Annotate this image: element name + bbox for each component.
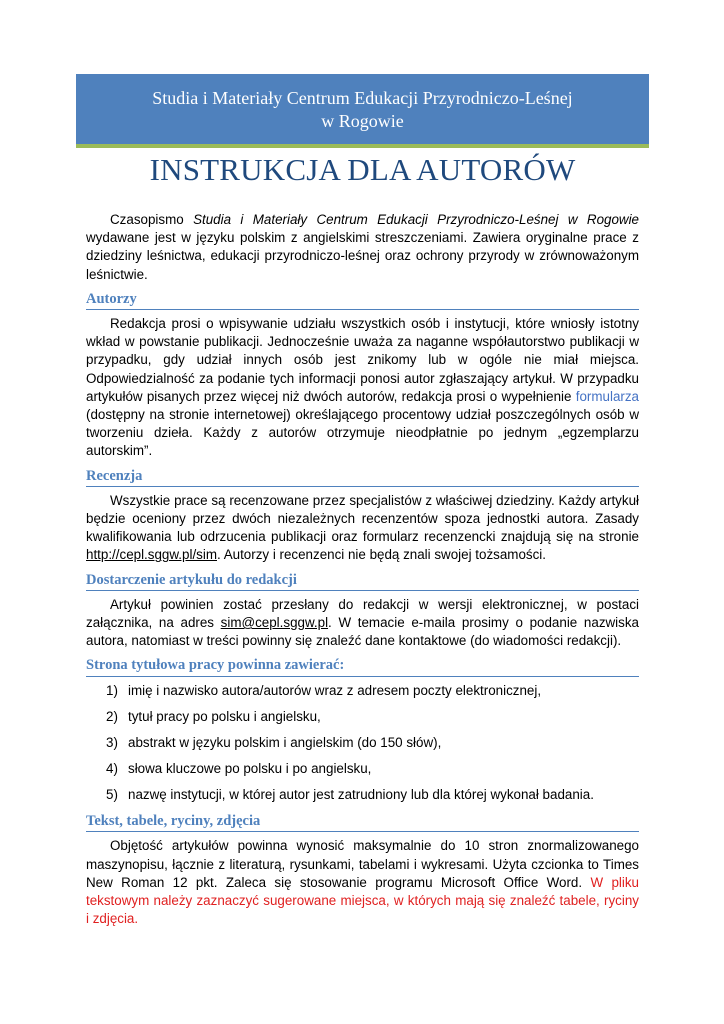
journal-banner — [76, 74, 649, 148]
intro-paragraph — [86, 211, 639, 284]
text-tables-text: Objętość artykułów powinna wynosić maksymalnie do 10 stron znormalizowanego maszynopisu, łącznie z literaturą, rysunkami, tabelami i wykresami. Użyta czcionka to Times New Roman 12 pkt. Zaleca się stosowanie programu Microsoft Office Word. — [86, 838, 639, 890]
document-content — [86, 211, 639, 928]
section-heading-delivery: Dostarczenie artykułu do redakcji — [86, 571, 639, 591]
review-paragraph — [86, 492, 639, 565]
list-item: 2) tytuł pracy po polsku i angielsku, — [106, 708, 321, 724]
list-item: 3) abstrakt w języku polskim i angielskim (do 150 słów), — [106, 734, 442, 750]
authors-text-end: (dostępny na stronie internetowej) określającego procentowy udział poszczególnych osób w tworzeniu dzieła. Każdy z autorów otrzymuje nieodpłatnie po jednym „egzemplarzu autorskim”. — [86, 407, 639, 459]
section-heading-review: Recenzja — [86, 467, 639, 487]
title-page-list — [86, 682, 639, 804]
website-link[interactable]: http://cepl.sggw.pl/sim — [86, 547, 217, 563]
delivery-text-start: Artykuł powinien zostać przesłany do redakcji w wersji elektronicznej, w postaci załącznika, na adres — [86, 596, 639, 631]
list-item: 4) słowa kluczowe po polsku i po angielsku, — [106, 760, 372, 776]
text-tables-paragraph — [86, 837, 639, 928]
list-item: 1) imię i nazwisko autora/autorów wraz z adresem poczty elektronicznej, — [106, 682, 542, 698]
banner-line-1: Studia i Materiały Centrum Edukacji Przyrodniczo-Leśnej — [152, 88, 573, 108]
email-link[interactable]: sim@cepl.sggw.pl — [220, 615, 329, 631]
delivery-text-end: . W temacie e-maila prosimy o podanie nazwiska autora, natomiast w treści powinny się znaleźć dane kontaktowe (do wiadomości redakcji). — [86, 615, 639, 649]
section-heading-title-page: Strona tytułowa pracy powinna zawierać: — [86, 656, 639, 676]
review-text-start: Wszystkie prace są recenzowane przez specjalistów z właściwej dziedziny. Każdy artykuł będzie oceniony przez dwóch niezależnych recenzentów spoza jednostki autora. Zasady kwalifikowania lub odrzucenia publikacji oraz formularz recenzencki znajdują się na stronie — [86, 492, 639, 545]
authors-paragraph — [86, 315, 639, 461]
section-heading-text-tables: Tekst, tabele, ryciny, zdjęcia — [86, 812, 639, 832]
intro-text-start: Czasopismo — [110, 212, 194, 227]
delivery-paragraph — [86, 596, 639, 651]
form-link[interactable]: formularza — [575, 388, 639, 404]
text-tables-red-note: W pliku tekstowym należy zaznaczyć sugerowane miejsca, w których mają się znaleźć tabele, ryciny i zdjęcia. — [86, 874, 640, 927]
document-title: INSTRUKCJA DLA AUTORÓW — [149, 152, 576, 187]
list-item: 5) nazwę instytucji, w której autor jest zatrudniony lub dla której wykonał badania. — [106, 787, 594, 803]
journal-name: Studia i Materiały Centrum Edukacji Przyrodniczo-Leśnej w Rogowie — [193, 212, 639, 227]
authors-text-start: Redakcja prosi o wpisywanie udziału wszystkich osób i instytucji, które wniosły istotny wkład w powstanie publikacji. Jednocześnie uważa za naganne współautorstwo publikacji w przypadku, gdy udział innych osób jest znikomy lub w ogóle nie miał miejsca. Odpowiedzialność za podanie tych informacji ponosi autor zgłaszający artykuł. W przypadku artykułów pisanych przez więcej niż dwóch autorów, redakcja prosi o wypełnienie — [86, 316, 639, 404]
banner-line-2: w Rogowie — [321, 111, 404, 131]
section-heading-authors: Autorzy — [86, 290, 639, 310]
intro-text-end: wydawane jest w języku polskim z angielskimi streszczeniami. Zawiera oryginalne prace z dziedziny leśnictwa, edukacji przyrodniczo-leśnej oraz ochrony przyrody w zrównoważonym leśnictwie. — [86, 230, 639, 282]
review-text-end: . Autorzy i recenzenci nie będą znali swojej tożsamości. — [217, 547, 546, 563]
